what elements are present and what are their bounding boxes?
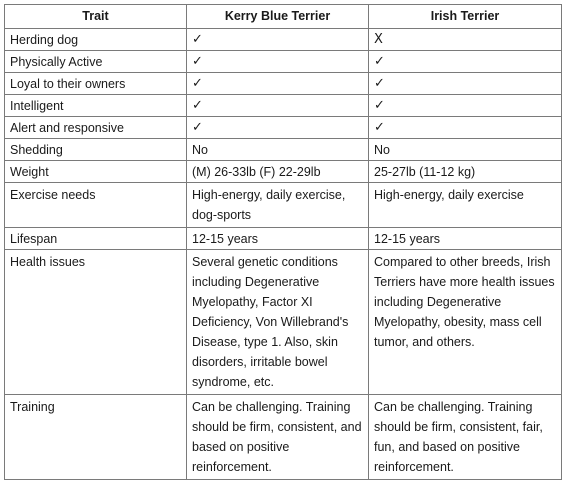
- header-kerry-blue-terrier: Kerry Blue Terrier: [187, 5, 369, 29]
- table-row: [5, 117, 562, 139]
- irish-value-cell: ✓: [369, 73, 562, 95]
- kerry-value-cell: ✓: [187, 73, 369, 95]
- table-header-row: [5, 5, 562, 29]
- trait-cell: Herding dog: [5, 29, 187, 51]
- table-row: [5, 250, 562, 395]
- table-row: [5, 139, 562, 161]
- table-row: [5, 183, 562, 228]
- kerry-value-cell: High-energy, daily exercise, dog-sports: [187, 183, 369, 228]
- trait-cell: Exercise needs: [5, 183, 187, 228]
- trait-cell: Alert and responsive: [5, 117, 187, 139]
- irish-value-cell: ✓: [369, 117, 562, 139]
- table-row: [5, 161, 562, 183]
- kerry-value-cell: No: [187, 139, 369, 161]
- kerry-value-cell: ✓: [187, 95, 369, 117]
- irish-value-cell: No: [369, 139, 562, 161]
- trait-cell: Intelligent: [5, 95, 187, 117]
- header-irish-terrier: Irish Terrier: [369, 5, 562, 29]
- comparison-table-wrapper: [4, 4, 562, 480]
- irish-value-cell: Compared to other breeds, Irish Terriers have more health issues including Degenerative Myelopathy, obesity, mass cell tumor, and others.: [369, 250, 562, 395]
- kerry-value-cell: ✓: [187, 29, 369, 51]
- trait-cell: Loyal to their owners: [5, 73, 187, 95]
- irish-value-cell: ✓: [369, 51, 562, 73]
- irish-value-cell: 25-27lb (11-12 kg): [369, 161, 562, 183]
- trait-cell: Health issues: [5, 250, 187, 395]
- kerry-value-cell: Several genetic conditions including Degenerative Myelopathy, Factor XI Deficiency, Von Willebrand's Disease, type 1. Also, skin disorders, irritable bowel syndrome, etc.: [187, 250, 369, 395]
- irish-value-cell: Can be challenging. Training should be firm, consistent, fair, fun, and based on positive reinforcement.: [369, 395, 562, 480]
- table-row: [5, 73, 562, 95]
- table-row: [5, 395, 562, 480]
- table-row: [5, 29, 562, 51]
- header-trait: Trait: [5, 5, 187, 29]
- table-row: [5, 95, 562, 117]
- irish-value-cell: High-energy, daily exercise: [369, 183, 562, 228]
- breed-comparison-table: [4, 4, 562, 480]
- irish-value-cell: 12-15 years: [369, 228, 562, 250]
- trait-cell: Weight: [5, 161, 187, 183]
- kerry-value-cell: ✓: [187, 117, 369, 139]
- kerry-value-cell: 12-15 years: [187, 228, 369, 250]
- kerry-value-cell: Can be challenging. Training should be firm, consistent, and based on positive reinforcement.: [187, 395, 369, 480]
- table-row: [5, 51, 562, 73]
- kerry-value-cell: (M) 26-33lb (F) 22-29lb: [187, 161, 369, 183]
- trait-cell: Shedding: [5, 139, 187, 161]
- trait-cell: Training: [5, 395, 187, 480]
- irish-value-cell: ✓: [369, 95, 562, 117]
- kerry-value-cell: ✓: [187, 51, 369, 73]
- trait-cell: Lifespan: [5, 228, 187, 250]
- table-row: [5, 228, 562, 250]
- trait-cell: Physically Active: [5, 51, 187, 73]
- irish-value-cell: X: [369, 29, 562, 51]
